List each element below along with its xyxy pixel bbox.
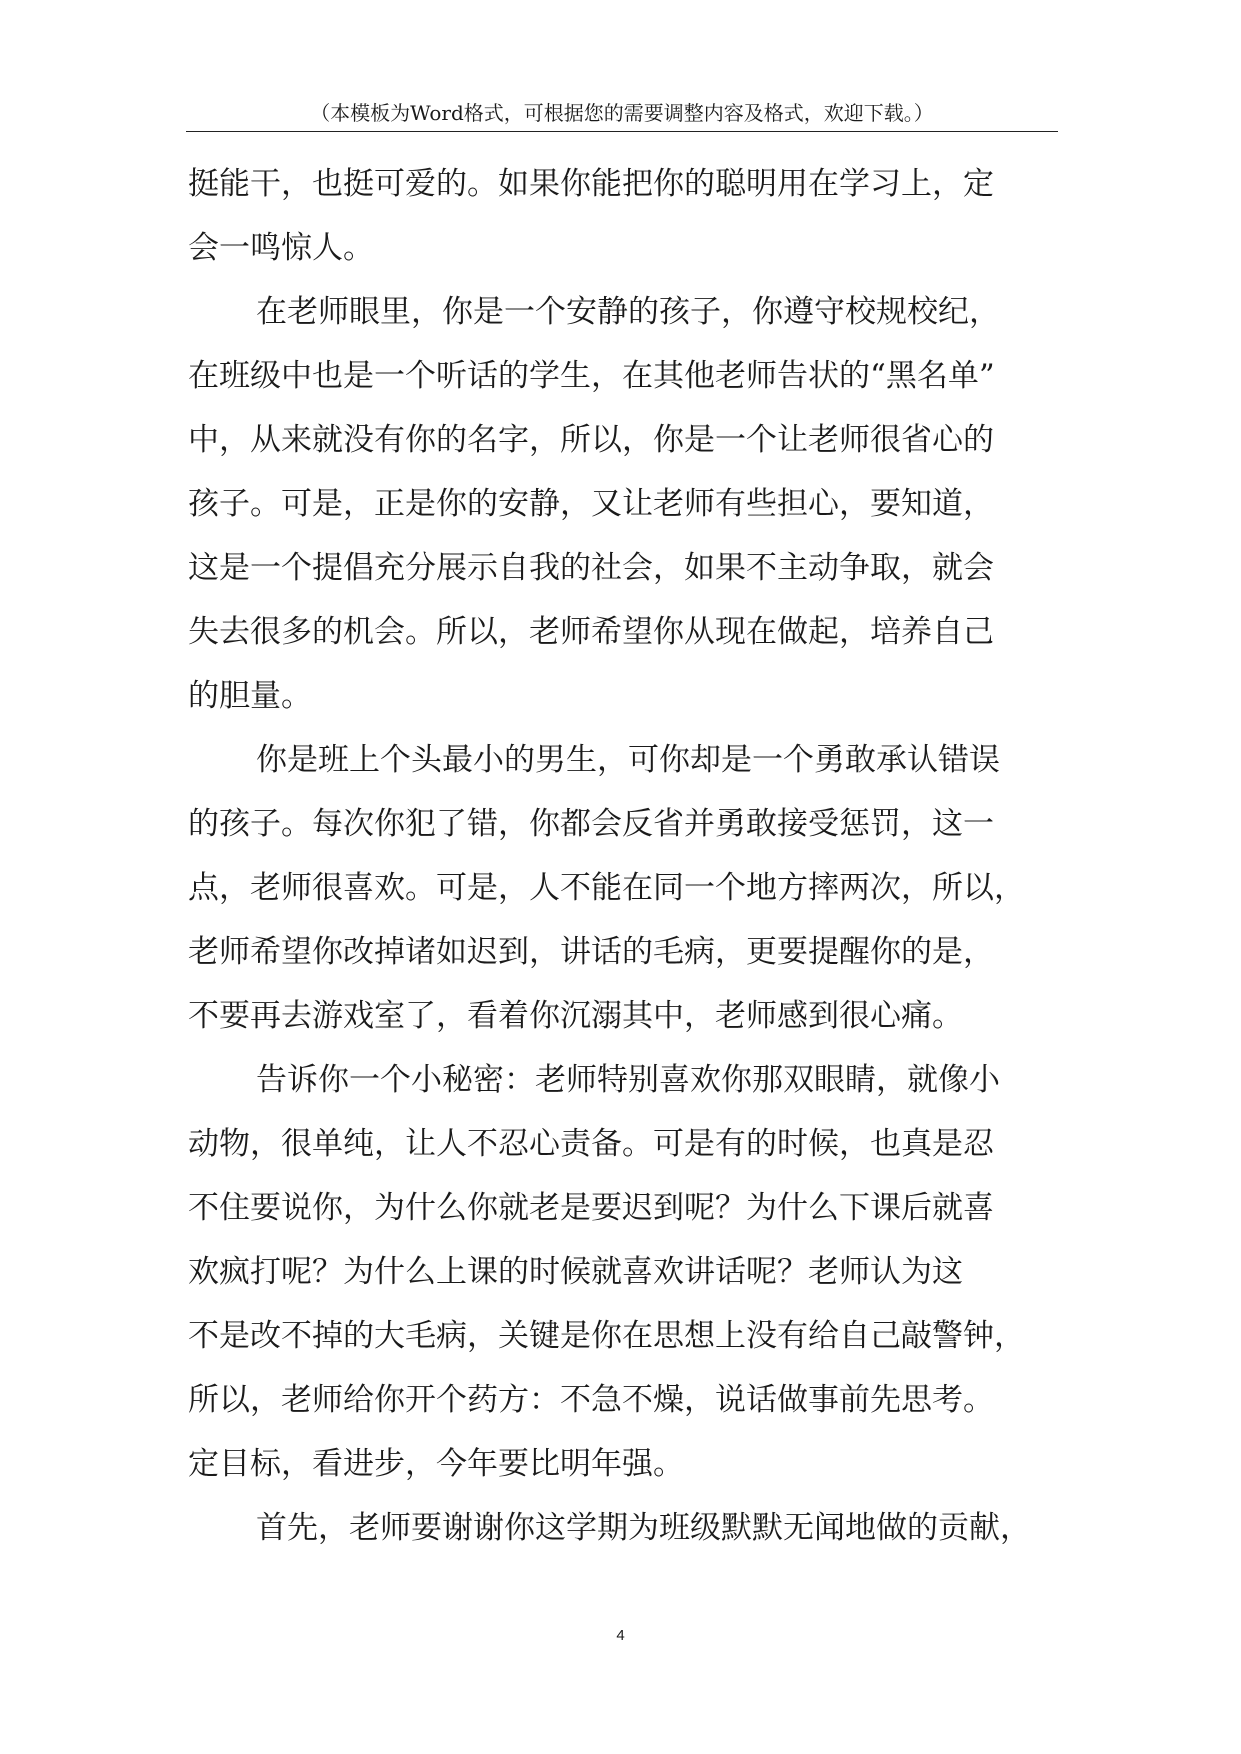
text-line: 不是改不掉的大毛病，关键是你在思想上没有给自己敲警钟，	[188, 1318, 1025, 1354]
text-line: 不住要说你，为什么你就老是要迟到呢？为什么下课后就喜	[188, 1190, 994, 1226]
text-line: 孩子。可是，正是你的安静，又让老师有些担心，要知道，	[188, 486, 994, 522]
text-line: 中，从来就没有你的名字，所以，你是一个让老师很省心的	[188, 422, 994, 458]
document-body	[188, 152, 1068, 1560]
text-line: 失去很多的机会。所以，老师希望你从现在做起，培养自己	[188, 614, 994, 650]
text-line: 所以，老师给你开个药方：不急不燥，说话做事前先思考。	[188, 1382, 994, 1418]
text-line: 欢疯打呢？为什么上课的时候就喜欢讲话呢？老师认为这	[188, 1254, 963, 1290]
text-line: 这是一个提倡充分展示自我的社会，如果不主动争取，就会	[188, 550, 994, 586]
text-line: 动物，很单纯，让人不忍心责备。可是有的时候，也真是忍	[188, 1126, 994, 1162]
page-number: 4	[616, 1627, 625, 1644]
header-divider	[186, 131, 1058, 132]
paragraph-start-line: 你是班上个头最小的男生，可你却是一个勇敢承认错误	[256, 742, 1000, 778]
text-line: 老师希望你改掉诸如迟到，讲话的毛病，更要提醒你的是，	[188, 934, 994, 970]
paragraph-start-line: 告诉你一个小秘密：老师特别喜欢你那双眼睛，就像小	[256, 1062, 1000, 1098]
text-line: 会一鸣惊人。	[188, 230, 374, 266]
paragraph-start-line: 在老师眼里，你是一个安静的孩子，你遵守校规校纪，	[256, 294, 1000, 330]
text-line: 在班级中也是一个听话的学生，在其他老师告状的“黑名单”	[188, 358, 995, 394]
paragraph-start-line: 首先，老师要谢谢你这学期为班级默默无闻地做的贡献，	[256, 1510, 1031, 1546]
text-line: 不要再去游戏室了，看着你沉溺其中，老师感到很心痛。	[188, 998, 963, 1034]
text-line: 的胆量。	[188, 678, 312, 714]
text-line: 挺能干，也挺可爱的。如果你能把你的聪明用在学习上，定	[188, 166, 994, 202]
header-note: （本模板为Word格式，可根据您的需要调整内容及格式，欢迎下载。）	[310, 101, 934, 125]
text-line: 点，老师很喜欢。可是，人不能在同一个地方摔两次，所以，	[188, 870, 1025, 906]
text-line: 的孩子。每次你犯了错，你都会反省并勇敢接受惩罚，这一	[188, 806, 994, 842]
text-line: 定目标，看进步，今年要比明年强。	[188, 1446, 684, 1482]
